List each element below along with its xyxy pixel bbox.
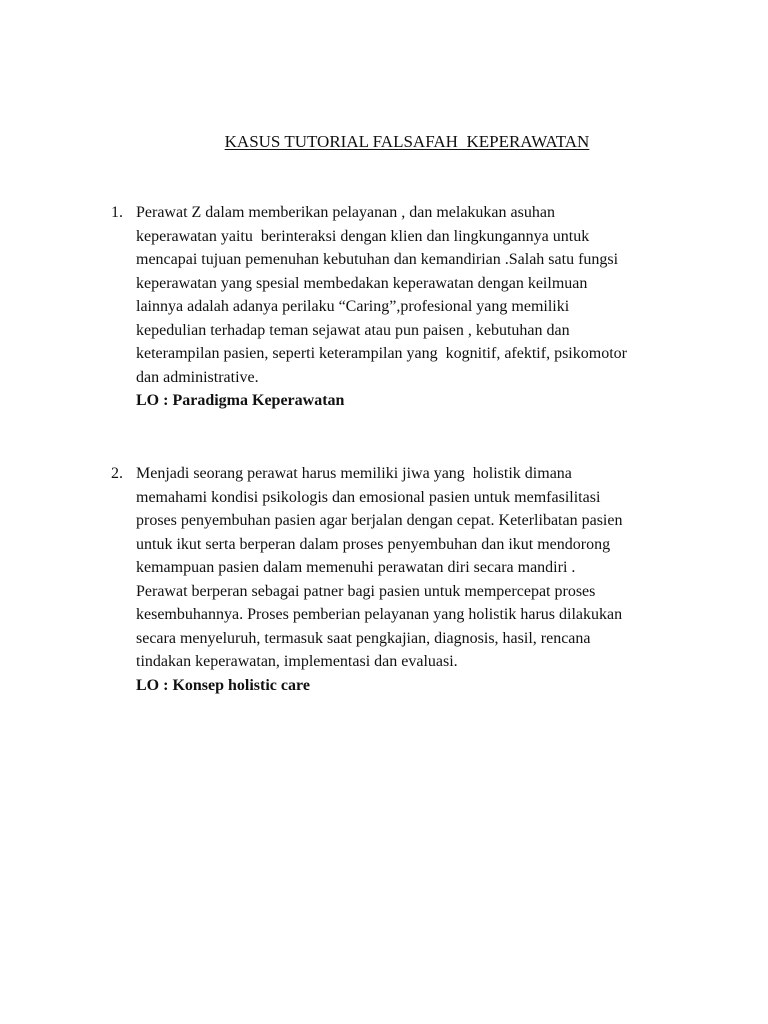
paragraph-line: tindakan keperawatan, implementasi dan evaluasi. xyxy=(136,653,458,670)
paragraph-line: kepedulian terhadap teman sejawat atau pun paisen , kebutuhan dan xyxy=(136,321,570,339)
paragraph-line: Perawat Z dalam memberikan pelayanan , dan melakukan asuhan xyxy=(136,204,555,221)
paragraph-line: proses penyembuhan pasien agar berjalan dengan cepat. Keterlibatan pasien xyxy=(136,512,623,529)
paragraph-line: keperawatan yang spesial membedakan keperawatan dengan keilmuan xyxy=(136,274,588,292)
paragraph-line: dan administrative. xyxy=(136,368,259,386)
paragraph-line: keterampilan pasien, seperti keterampilan yang kognitif, afektif, psikomotor xyxy=(136,345,627,362)
list-item-text xyxy=(136,462,696,697)
paragraph-line: kesembuhannya. Proses pemberian pelayanan yang holistik harus dilakukan xyxy=(136,606,623,623)
paragraph-line: secara menyeluruh, termasuk saat pengkajian, diagnosis, hasil, rencana xyxy=(136,629,591,647)
paragraph-line: memahami kondisi psikologis dan emosional pasien untuk memfasilitasi xyxy=(136,488,601,506)
paragraph-line: lainnya adalah adanya perilaku “Caring”,profesional yang memiliki xyxy=(136,298,570,315)
list-item-text xyxy=(136,201,696,413)
document-title: KASUS TUTORIAL FALSAFAH KEPERAWATAN xyxy=(224,132,590,151)
paragraph-line: kemampuan pasien dalam memenuhi perawatan diri secara mandiri . xyxy=(136,559,576,576)
learning-objective: LO : Konsep holistic care xyxy=(136,676,310,694)
list-item-number: 2. xyxy=(111,465,123,482)
paragraph-line: Menjadi seorang perawat harus memiliki jiwa yang holistik dimana xyxy=(136,465,572,482)
paragraph-line: untuk ikut serta berperan dalam proses penyembuhan dan ikut mendorong xyxy=(136,535,611,553)
paragraph-line: Perawat berperan sebagai patner bagi pasien untuk mempercepat proses xyxy=(136,582,596,600)
learning-objective: LO : Paradigma Keperawatan xyxy=(136,392,345,409)
list-item-number: 1. xyxy=(111,204,123,221)
paragraph-line: mencapai tujuan pemenuhan kebutuhan dan kemandirian .Salah satu fungsi xyxy=(136,251,619,268)
paragraph-line: keperawatan yaitu berinteraksi dengan klien dan lingkungannya untuk xyxy=(136,227,590,245)
